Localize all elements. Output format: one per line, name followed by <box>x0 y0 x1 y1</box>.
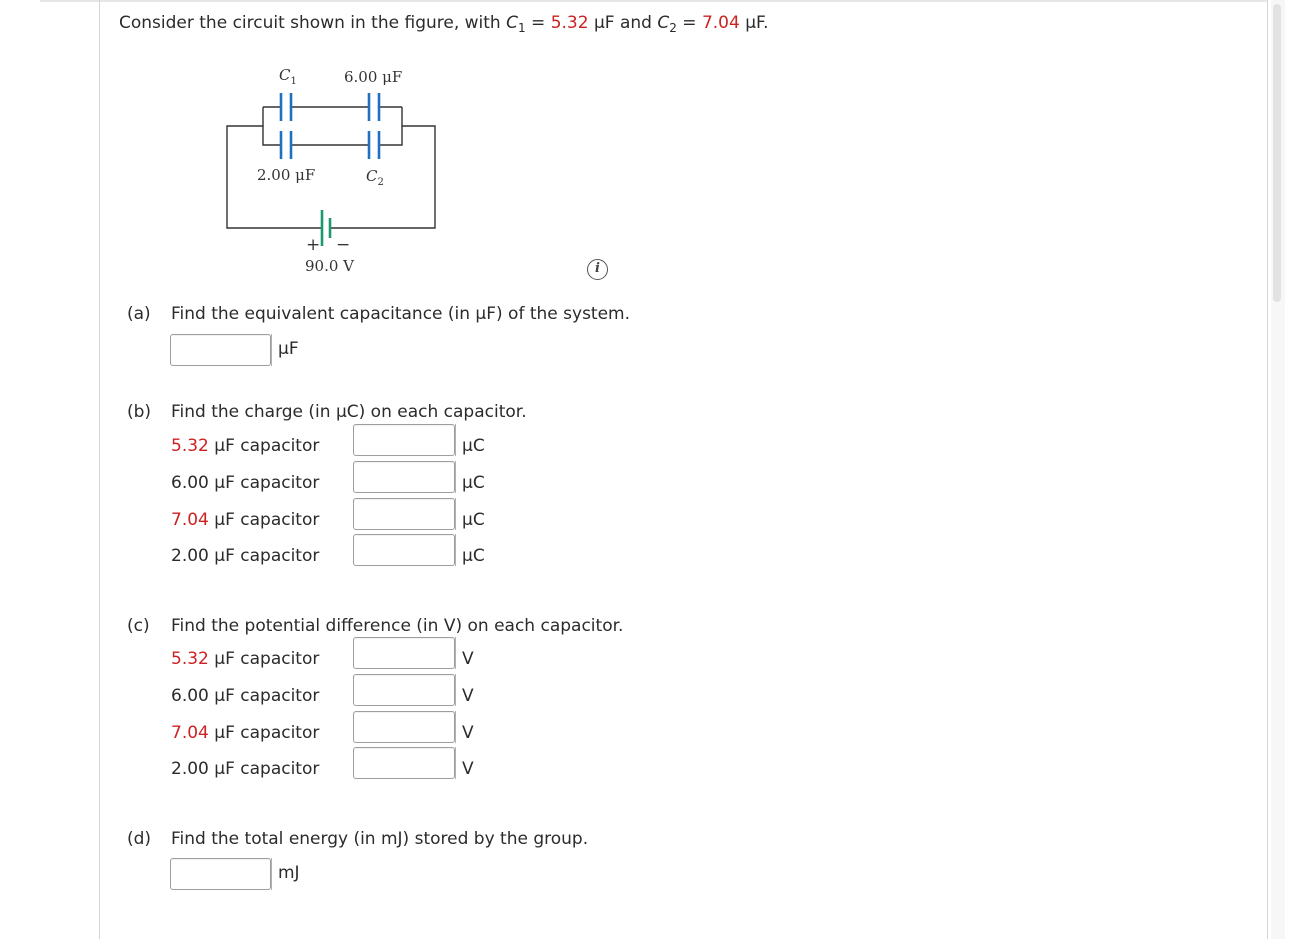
capacitor-suffix: μF capacitor <box>208 546 320 566</box>
capacitor-suffix: μF capacitor <box>208 510 320 530</box>
unit-label: V <box>462 686 474 706</box>
battery-plus-label: + <box>306 235 321 255</box>
part-c-answer-input-4[interactable] <box>353 747 455 779</box>
equals-sign: = <box>525 13 551 33</box>
battery-minus-label: − <box>336 235 351 255</box>
part-a-question: Find the equivalent capacitance (in μF) of the system. <box>171 304 631 324</box>
part-b-answer-input-1[interactable] <box>353 424 455 456</box>
part-b-row-label <box>171 435 319 457</box>
unit-label: V <box>462 723 474 743</box>
unit-label: V <box>462 649 474 669</box>
capacitor-value: 2.00 <box>171 546 209 566</box>
part-b-row-label <box>171 472 319 494</box>
part-d-answer-input[interactable] <box>170 858 271 890</box>
label-2uf: 2.00 μF <box>257 166 316 184</box>
c2-subscript: 2 <box>669 21 677 35</box>
part-d-question: Find the total energy (in mJ) stored by the group. <box>171 829 589 849</box>
unit-divider <box>455 674 456 706</box>
unit-label: μC <box>462 546 485 566</box>
part-d-label: (d) <box>127 829 152 849</box>
battery-voltage-label: 90.0 V <box>305 257 354 275</box>
circuit-diagram <box>0 0 640 290</box>
part-a-unit-divider <box>271 334 272 366</box>
unit-divider <box>455 711 456 743</box>
intro-text: Consider the circuit shown in the figure, with <box>119 13 507 33</box>
part-b-label: (b) <box>127 402 152 422</box>
frame-right-border <box>1267 0 1268 939</box>
capacitor-value: 5.32 <box>171 649 209 669</box>
c1-unit-text: μF and <box>588 13 658 33</box>
unit-divider <box>455 637 456 669</box>
c2-value: 7.04 <box>701 13 740 33</box>
c2-symbol: C <box>657 13 670 33</box>
part-c-label: (c) <box>127 616 150 636</box>
unit-label: μC <box>462 436 485 456</box>
label-c2: $C_2$ <box>366 167 384 188</box>
unit-label: μC <box>462 510 485 530</box>
part-d-unit: mJ <box>278 863 300 883</box>
unit-label: V <box>462 759 474 779</box>
part-a-answer-input[interactable] <box>170 334 271 366</box>
part-b-answer-input-4[interactable] <box>353 534 455 566</box>
part-c-answer-input-1[interactable] <box>353 637 455 669</box>
capacitor-value: 7.04 <box>171 510 209 530</box>
capacitor-value: 6.00 <box>171 473 209 493</box>
c1-subscript: 1 <box>518 21 526 35</box>
part-c-answer-input-3[interactable] <box>353 711 455 743</box>
part-b-question: Find the charge (in μC) on each capacitor. <box>171 402 527 422</box>
c1-value: 5.32 <box>550 13 589 33</box>
unit-divider <box>455 747 456 779</box>
part-c-question: Find the potential difference (in V) on each capacitor. <box>171 616 624 636</box>
capacitor-value: 7.04 <box>171 723 209 743</box>
label-6uf: 6.00 μF <box>344 68 403 86</box>
equals-sign: = <box>676 13 702 33</box>
part-b-answer-input-3[interactable] <box>353 498 455 530</box>
part-c-row-label <box>171 758 319 780</box>
part-a-unit: μF <box>278 339 299 359</box>
capacitor-suffix: μF capacitor <box>208 436 320 456</box>
part-d-unit-divider <box>271 858 272 890</box>
c2-unit-text: μF. <box>739 13 769 33</box>
battery-symbol <box>322 210 330 246</box>
part-c-row-label <box>171 685 319 707</box>
capacitor-suffix: μF capacitor <box>208 723 320 743</box>
part-b-row-label <box>171 545 319 567</box>
capacitor-suffix: μF capacitor <box>208 759 320 779</box>
part-c-answer-input-2[interactable] <box>353 674 455 706</box>
capacitor-plates <box>281 93 379 159</box>
part-b-row-label <box>171 509 319 531</box>
unit-divider <box>455 461 456 493</box>
unit-label: μC <box>462 473 485 493</box>
scrollbar-thumb[interactable] <box>1273 4 1281 302</box>
capacitor-suffix: μF capacitor <box>208 649 320 669</box>
unit-divider <box>455 424 456 456</box>
unit-divider <box>455 498 456 530</box>
capacitor-value: 6.00 <box>171 686 209 706</box>
capacitor-value: 5.32 <box>171 436 209 456</box>
capacitor-suffix: μF capacitor <box>208 686 320 706</box>
label-c1: $C_1$ <box>279 66 297 87</box>
part-a-label: (a) <box>127 304 151 324</box>
capacitor-suffix: μF capacitor <box>208 473 320 493</box>
part-c-row-label <box>171 648 319 670</box>
capacitor-value: 2.00 <box>171 759 209 779</box>
info-icon[interactable]: i <box>587 259 608 280</box>
unit-divider <box>455 534 456 566</box>
part-c-row-label <box>171 722 319 744</box>
part-b-answer-input-2[interactable] <box>353 461 455 493</box>
c1-symbol: C <box>506 13 518 33</box>
